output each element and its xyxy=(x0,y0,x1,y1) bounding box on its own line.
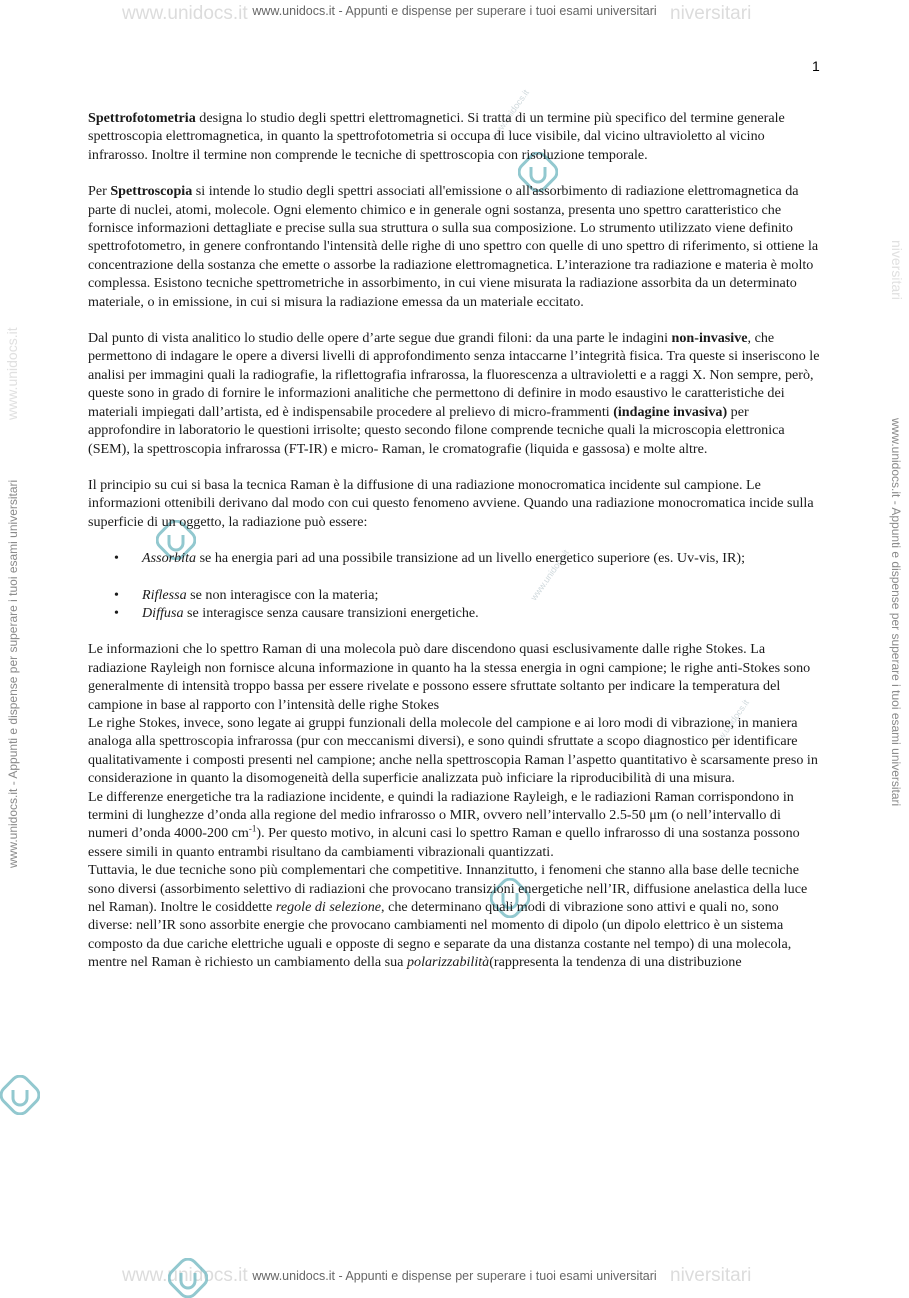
paragraph-spettroscopia xyxy=(88,182,824,311)
list-item xyxy=(88,604,824,622)
watermark-side-right-faint: niversitari xyxy=(889,240,905,300)
bullet-icon: • xyxy=(114,586,119,603)
paragraph-text: per approfondire in laboratorio le questioni irrisolte; questo secondo filone comprende tecniche quali la microscopia elettronica (SEM), la spettroscopia infrarossa (FT-IR) e micro- Raman, le cromatografie (liquida e gassosa) e molte altre. xyxy=(88,403,785,457)
paragraph-text: Tuttavia, le due tecniche sono più complementari che competitive. Innanzitutto, i fenomeni che stanno alla base delle tecniche sono diversi (assorbimento selettivo di radiazioni che provocano transizioni energetiche nell’IR, diffusione anelastica della luce nel Raman). Inoltre le cosiddette xyxy=(88,862,808,916)
list-item-text: se interagisce senza causare transizioni energetiche. xyxy=(183,604,479,621)
paragraph-spettrofotometria xyxy=(88,109,824,164)
term-spettrofotometria: Spettrofotometria xyxy=(88,110,196,126)
paragraph-text: , che determinano quali modi di vibrazione sono attivi e quali no, sono diverse: nell’IR sono assorbite energie che provocano cambiamenti nel momento di dipolo (un dipolo elettrico è un sistema composto da due cariche elettriche uguali e opposte di segno e separate da una distanza costante nel tempo) di una molecola, mentre nel Raman è richiesto un cambiamento della sua xyxy=(88,899,792,971)
bullet-icon: • xyxy=(114,604,119,621)
paragraph-text: si intende lo studio degli spettri associati all'emissione o all'assorbimento di radiazione elettromagnetica da parte di nuclei, atomi, molecole. Ogni elemento chimico e in generale ogni sostanza, presenta uno spettro caratteristico che fornisce informazioni dettagliate e precise sulla sua struttura o sulla sua composizione. Lo strumento utilizzato viene definito spettrofotometro, in genere confrontando l'intensità delle righe di uno spettro con quelle di uno spettro di riferimento, si ottiene la concentrazione della sostanza che emette o assorbe la radiazione elettromagnetica. L’interazione tra radiazione e materia è molto complessa. Esistono tecniche spettrometriche in assorbimento, in cui viene misurata la radiazione assorbita da un determinato materiale, o in emissione, in cui si misura la radiazione emessa da un materiale eccitato. xyxy=(88,183,819,310)
term-spettroscopia: Spettroscopia xyxy=(110,183,193,200)
term-non-invasive: non-invasive xyxy=(671,330,748,347)
watermark-side-left-faint: www.unidocs.it xyxy=(4,327,20,420)
paragraph-text: Le differenze energetiche tra la radiazione incidente, e quindi la radiazione Rayleigh, e le radiazioni Raman corrispondono in termini di lunghezze d’onda alla regione del medio infrarosso o MIR, ovvero nell’intervallo 2.5-50 μm (o nell’intervallo di numeri d’onda 4000-200 cm xyxy=(88,788,794,842)
paragraph-differenze-energetiche xyxy=(88,788,824,862)
list-item xyxy=(88,586,824,604)
term-riflessa: Riflessa xyxy=(142,586,187,603)
term-polarizzabilita: polarizzabilità xyxy=(406,954,490,971)
watermark-diagonal-3: www.unidocs.it xyxy=(708,697,751,753)
paragraph-principio-raman: Il principio su cui si basa la tecnica Raman è la diffusione di una radiazione monocromatica incidente sul campione. Le informazioni ottenibili derivano dal modo con cui questo fenomeno avviene. Quando una radiazione monocromatica incide sulla superficie di un oggetto, la radiazione può essere: xyxy=(88,476,814,530)
superscript: -1 xyxy=(248,823,257,834)
watermark-ghost-left: www.unidocs.it xyxy=(122,3,248,24)
watermark-side-right: www.unidocs.it - Appunti e dispense per superare i tuoi esami universitari xyxy=(889,418,903,807)
list-item-text: se ha energia pari ad una possibile transizione ad un livello energetico superiore (es. Uv-vis, IR); xyxy=(196,550,746,567)
watermark-diagonal-2: www.unidocs.it xyxy=(528,547,571,603)
paragraph-text: ). Per questo motivo, in alcuni casi lo spettro Raman e quello infrarosso di una sostanza possono essere simili in quanto entrambi risultano da cambiamenti vibrazionali quantizzati. xyxy=(88,825,800,860)
bullet-icon: • xyxy=(114,550,119,567)
watermark-ghost-left-bottom: www.unidocs.it xyxy=(122,1265,248,1286)
term-assorbita: Assorbita xyxy=(142,550,197,567)
paragraph-indagini xyxy=(88,329,824,458)
paragraph-righe-stokes: Le informazioni che lo spettro Raman di una molecola può dare discendono quasi esclusivamente dalle righe Stokes. La radiazione Rayleigh non fornisce alcuna informazione in quanto ha la stessa energia in ogni campione; le righe anti-Stokes sono generalmente di intensità troppo bassa per essere rivelate e possono essere sfruttate soltanto per indicare la temperatura del campione in base al rapporto con l’intensità delle righe Stokes xyxy=(88,641,811,713)
list-item xyxy=(88,549,824,567)
term-diffusa: Diffusa xyxy=(142,604,184,621)
paragraph-text: , che permettono di indagare le opere a diversi livelli di approfondimento senza intaccarne l’integrità fisica. Tra queste si inseriscono le analisi per immagini quali la radiografie, la riflettografia infrarossa, la fluorescenza a ultravioletti e a raggi X. Non sempre, però, queste sono in grado di fornire le informazioni analitiche che permettono di definire in modo esaustivo le caratteristiche dei materiali impiegati dall’artista, ed è indispensabile procedere al prelievo di micro-frammenti xyxy=(88,330,820,420)
watermark-diagonal-1: www.unidocs.it xyxy=(488,87,531,143)
term-regole-di-selezione: regole di selezione xyxy=(275,899,382,916)
paragraph-complementari xyxy=(88,861,824,971)
list-item-text: se non interagisce con la materia; xyxy=(186,586,379,603)
watermark-ghost-right-bottom: niversitari xyxy=(670,1265,752,1286)
bullet-list xyxy=(88,549,824,622)
watermark-ghost-right: niversitari xyxy=(670,3,752,24)
paragraph-text: Per xyxy=(88,183,111,200)
watermark-footer: www.unidocs.it - Appunti e dispense per superare i tuoi esami universitari xyxy=(252,1269,657,1283)
unidocs-logo-icon xyxy=(168,1258,208,1298)
document-body xyxy=(88,109,824,972)
term-indagine-invasiva: (indagine invasiva) xyxy=(613,403,728,420)
watermark-side-left: www.unidocs.it - Appunti e dispense per superare i tuoi esami universitari xyxy=(6,479,20,868)
unidocs-logo-icon xyxy=(0,1075,40,1115)
page-number: 1 xyxy=(812,58,820,74)
paragraph-text: designa lo studio degli spettri elettromagnetici. Si tratta di un termine più specifico del termine generale spettroscopia elettromagnetica, in quanto la spettrofotometria si occupa di luce visibile, dal vicino ultravioletto al vicino infrarosso. Inoltre il termine non comprende le tecniche di spettroscopia con risoluzione temporale. xyxy=(88,110,785,163)
paragraph-stokes-funzionali: Le righe Stokes, invece, sono legate ai gruppi funzionali della molecole del campione e ai loro modi di vibrazione, in maniera analoga alla spettroscopia infrarossa (pur con meccanismi diversi), e sono quindi sfruttate a scopo diagnostico per identificare qualitativamente i composti presenti nel campione; anche nella spettroscopia Raman l’aspetto quantitativo è scarsamente preso in considerazione in quanto la disomogeneità della superficie analizzata può inficiare la riproducibilità di una misura. xyxy=(88,714,818,787)
watermark-header: www.unidocs.it - Appunti e dispense per superare i tuoi esami universitari xyxy=(252,4,657,18)
paragraph-text: (rappresenta la tendenza di una distribuzione xyxy=(489,954,742,971)
paragraph-text: Dal punto di vista analitico lo studio delle opere d’arte segue due grandi filoni: da una parte le indagini xyxy=(88,330,672,347)
